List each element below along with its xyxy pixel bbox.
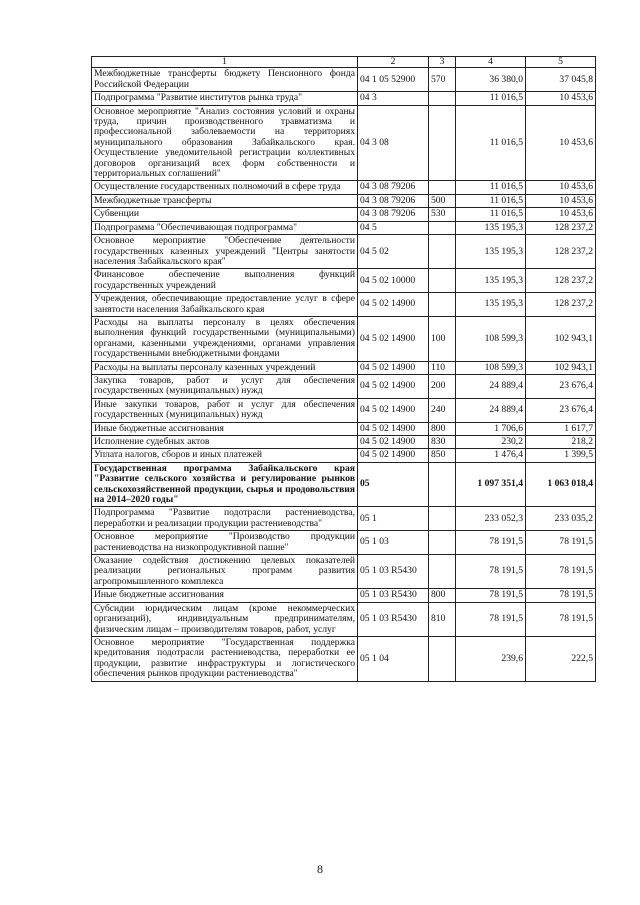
table-row: [92, 462, 596, 507]
target-article-code-cell: 04 3 08: [358, 105, 429, 181]
amount-year-2-cell: 10 453,6: [526, 194, 596, 207]
target-article-code-cell: 04 5 02 14900: [358, 436, 429, 449]
target-article-code-cell: 05 1 04: [358, 636, 429, 681]
expense-type-cell: [429, 462, 456, 507]
amount-year-1-cell: 78 191,5: [456, 555, 526, 589]
table-row: [92, 235, 596, 269]
amount-year-1-cell: 239,6: [456, 636, 526, 681]
amount-year-1-cell: 108 599,3: [456, 361, 526, 374]
expense-type-cell: 800: [429, 422, 456, 435]
amount-year-1-cell: 24 889,4: [456, 398, 526, 422]
expense-type-cell: [429, 293, 456, 317]
column-number-2: 2: [358, 57, 429, 68]
table-row: [92, 221, 596, 234]
amount-year-2-cell: 78 191,5: [526, 555, 596, 589]
expense-type-cell: [429, 636, 456, 681]
expense-name-cell: Иные закупки товаров, работ и услуг для обеспечения государственных (муниципальных) нужд: [92, 398, 358, 422]
table-row: [92, 555, 596, 589]
table-row: [92, 68, 596, 92]
amount-year-2-cell: 37 045,8: [526, 68, 596, 92]
amount-year-2-cell: 1 617,7: [526, 422, 596, 435]
expense-type-cell: [429, 269, 456, 293]
target-article-code-cell: 04 5 02 14900: [358, 422, 429, 435]
table-row: [92, 105, 596, 181]
table-row: [92, 531, 596, 555]
amount-year-1-cell: 135 195,3: [456, 269, 526, 293]
amount-year-1-cell: 135 195,3: [456, 221, 526, 234]
target-article-code-cell: 04 5 02 14900: [358, 316, 429, 361]
expense-type-cell: [429, 221, 456, 234]
column-number-3: 3: [429, 57, 456, 68]
amount-year-1-cell: 78 191,5: [456, 531, 526, 555]
expense-name-cell: Подпрограмма "Развитие подотрасли растениеводства, переработки и реализации продукции растениеводства": [92, 507, 358, 531]
table-row: [92, 602, 596, 636]
expense-type-cell: 240: [429, 398, 456, 422]
amount-year-2-cell: 10 453,6: [526, 92, 596, 105]
budget-table-body: [92, 57, 596, 682]
column-number-row: [92, 57, 596, 68]
amount-year-2-cell: 10 453,6: [526, 181, 596, 194]
column-number-5: 5: [526, 57, 596, 68]
amount-year-2-cell: 233 035,2: [526, 507, 596, 531]
amount-year-2-cell: 78 191,5: [526, 589, 596, 602]
table-row: [92, 293, 596, 317]
amount-year-1-cell: 36 380,0: [456, 68, 526, 92]
expense-type-cell: 530: [429, 208, 456, 221]
expense-type-cell: [429, 105, 456, 181]
expense-name-cell: Закупка товаров, работ и услуг для обеспечения государственных (муниципальных) нужд: [92, 374, 358, 398]
target-article-code-cell: 04 5 02 14900: [358, 374, 429, 398]
table-row: [92, 316, 596, 361]
expense-type-cell: [429, 92, 456, 105]
expense-type-cell: [429, 181, 456, 194]
target-article-code-cell: 04 5: [358, 221, 429, 234]
amount-year-2-cell: 78 191,5: [526, 602, 596, 636]
expense-name-cell: Субвенции: [92, 208, 358, 221]
expense-name-cell: Финансовое обеспечение выполнения функций государственных учреждений: [92, 269, 358, 293]
amount-year-2-cell: 23 676,4: [526, 374, 596, 398]
amount-year-2-cell: 222,5: [526, 636, 596, 681]
target-article-code-cell: 04 3: [358, 92, 429, 105]
expense-name-cell: Основное мероприятие "Обеспечение деятельности государственных казенных учреждений "Центры занятости населения Забайкальского края": [92, 235, 358, 269]
target-article-code-cell: 04 5 02: [358, 235, 429, 269]
table-row: [92, 507, 596, 531]
amount-year-1-cell: 78 191,5: [456, 602, 526, 636]
amount-year-2-cell: 102 943,1: [526, 361, 596, 374]
expense-name-cell: Основное мероприятие "Анализ состояния условий и охраны труда, причин производственного травматизма и профессиональной заболеваемости на территориях муниципального образования Забайкальского края. Осуществление уведомительной регистрации коллективных договоров организаций всех форм собственности и территориальных соглашений": [92, 105, 358, 181]
expense-name-cell: Подпрограмма "Обеспечивающая подпрограмма": [92, 221, 358, 234]
table-row: [92, 589, 596, 602]
amount-year-2-cell: 1 399,5: [526, 449, 596, 462]
expense-type-cell: 850: [429, 449, 456, 462]
amount-year-2-cell: 218,2: [526, 436, 596, 449]
amount-year-2-cell: 128 237,2: [526, 269, 596, 293]
table-row: [92, 92, 596, 105]
column-number-4: 4: [456, 57, 526, 68]
expense-type-cell: [429, 531, 456, 555]
target-article-code-cell: 04 3 08 79206: [358, 208, 429, 221]
table-row: [92, 449, 596, 462]
table-row: [92, 374, 596, 398]
amount-year-2-cell: 10 453,6: [526, 208, 596, 221]
expense-name-cell: Осуществление государственных полномочий в сфере труда: [92, 181, 358, 194]
amount-year-1-cell: 135 195,3: [456, 235, 526, 269]
table-row: [92, 636, 596, 681]
expense-name-cell: Расходы на выплаты персоналу казенных учреждений: [92, 361, 358, 374]
amount-year-1-cell: 1 706,6: [456, 422, 526, 435]
amount-year-2-cell: 128 237,2: [526, 221, 596, 234]
expense-name-cell: Иные бюджетные ассигнования: [92, 589, 358, 602]
expense-type-cell: [429, 555, 456, 589]
table-row: [92, 361, 596, 374]
amount-year-2-cell: 10 453,6: [526, 105, 596, 181]
expense-name-cell: Уплата налогов, сборов и иных платежей: [92, 449, 358, 462]
target-article-code-cell: 05 1 03 R5430: [358, 589, 429, 602]
expense-name-cell: Исполнение судебных актов: [92, 436, 358, 449]
table-row: [92, 269, 596, 293]
amount-year-2-cell: 128 237,2: [526, 293, 596, 317]
target-article-code-cell: 04 5 02 14900: [358, 361, 429, 374]
target-article-code-cell: 04 5 02 10000: [358, 269, 429, 293]
expense-type-cell: [429, 235, 456, 269]
amount-year-1-cell: 230,2: [456, 436, 526, 449]
amount-year-2-cell: 128 237,2: [526, 235, 596, 269]
table-row: [92, 194, 596, 207]
expense-type-cell: [429, 507, 456, 531]
amount-year-1-cell: 1 476,4: [456, 449, 526, 462]
amount-year-1-cell: 135 195,3: [456, 293, 526, 317]
expense-name-cell: Учреждения, обеспечивающие предоставление услуг в сфере занятости населения Забайкальского края: [92, 293, 358, 317]
amount-year-2-cell: 102 943,1: [526, 316, 596, 361]
expense-type-cell: 800: [429, 589, 456, 602]
expense-name-cell: Межбюджетные трансферты: [92, 194, 358, 207]
amount-year-1-cell: 11 016,5: [456, 181, 526, 194]
target-article-code-cell: 04 5 02 14900: [358, 293, 429, 317]
expense-type-cell: 110: [429, 361, 456, 374]
target-article-code-cell: 04 3 08 79206: [358, 194, 429, 207]
amount-year-1-cell: 11 016,5: [456, 208, 526, 221]
amount-year-1-cell: 11 016,5: [456, 105, 526, 181]
page-number: 8: [317, 862, 323, 876]
target-article-code-cell: 04 5 02 14900: [358, 449, 429, 462]
expense-type-cell: 810: [429, 602, 456, 636]
expense-name-cell: Межбюджетные трансферты бюджету Пенсионного фонда Российской Федерации: [92, 68, 358, 92]
amount-year-2-cell: 78 191,5: [526, 531, 596, 555]
column-number-1: 1: [92, 57, 358, 68]
table-row: [92, 181, 596, 194]
expense-type-cell: 200: [429, 374, 456, 398]
amount-year-1-cell: 233 052,3: [456, 507, 526, 531]
amount-year-1-cell: 11 016,5: [456, 92, 526, 105]
target-article-code-cell: 05 1 03 R5430: [358, 555, 429, 589]
expense-name-cell: Основное мероприятие "Государственная поддержка кредитования подотрасли растениеводства, переработки ее продукции, развитие инфраструктуры и логистического обеспечения рынков продукции растениеводства": [92, 636, 358, 681]
target-article-code-cell: 05 1 03 R5430: [358, 602, 429, 636]
expense-name-cell: Основное мероприятие "Производство продукции растениеводства на низкопродуктивной пашне": [92, 531, 358, 555]
expense-name-cell: Расходы на выплаты персоналу в целях обеспечения выполнения функций государственными (муниципальными) органами, казенными учреждениями, органами управления государственными внебюджетными фондами: [92, 316, 358, 361]
target-article-code-cell: 05 1 03: [358, 531, 429, 555]
budget-table: [91, 56, 596, 682]
expense-name-cell: Оказание содействия достижению целевых показателей реализации региональных программ развития агропромышленного комплекса: [92, 555, 358, 589]
target-article-code-cell: 04 3 08 79206: [358, 181, 429, 194]
expense-type-cell: 830: [429, 436, 456, 449]
target-article-code-cell: 04 5 02 14900: [358, 398, 429, 422]
amount-year-1-cell: 1 097 351,4: [456, 462, 526, 507]
expense-type-cell: 500: [429, 194, 456, 207]
amount-year-2-cell: 1 063 018,4: [526, 462, 596, 507]
expense-name-cell: Иные бюджетные ассигнования: [92, 422, 358, 435]
expense-name-cell: Подпрограмма "Развитие институтов рынка труда": [92, 92, 358, 105]
amount-year-2-cell: 23 676,4: [526, 398, 596, 422]
expense-name-cell: Государственная программа Забайкальского края "Развитие сельского хозяйства и регулирование рынков сельскохозяйственной продукции, сырья и продовольствия на 2014–2020 годы": [92, 462, 358, 507]
target-article-code-cell: 05 1: [358, 507, 429, 531]
table-row: [92, 398, 596, 422]
target-article-code-cell: 04 1 05 52900: [358, 68, 429, 92]
expense-type-cell: 570: [429, 68, 456, 92]
table-row: [92, 422, 596, 435]
table-row: [92, 208, 596, 221]
expense-name-cell: Субсидии юридическим лицам (кроме некоммерческих организаций), индивидуальным предпринимателям, физическим лицам – производителям товаров, работ, услуг: [92, 602, 358, 636]
expense-type-cell: 100: [429, 316, 456, 361]
amount-year-1-cell: 11 016,5: [456, 194, 526, 207]
table-row: [92, 436, 596, 449]
target-article-code-cell: 05: [358, 462, 429, 507]
amount-year-1-cell: 24 889,4: [456, 374, 526, 398]
amount-year-1-cell: 78 191,5: [456, 589, 526, 602]
amount-year-1-cell: 108 599,3: [456, 316, 526, 361]
